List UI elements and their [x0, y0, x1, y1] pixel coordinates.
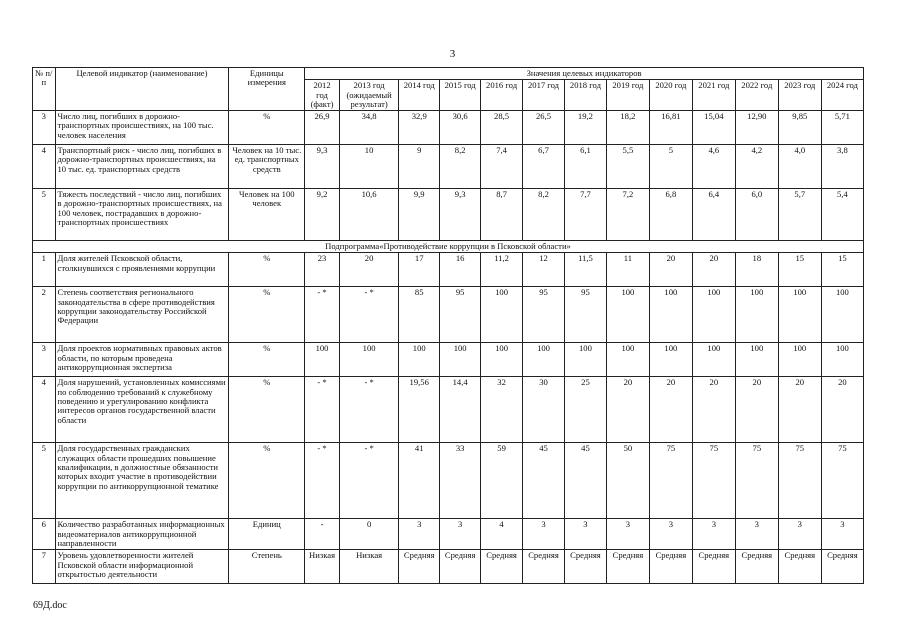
value-cell: 75: [649, 443, 692, 519]
indicators-table: [32, 67, 864, 584]
indicator-name: Доля жителей Псковской области, столкнувшихся с проявлениями коррупции: [55, 253, 229, 287]
value-cell: - *: [339, 287, 398, 343]
value-cell: 4,0: [778, 145, 821, 189]
indicator-name: Количество разработанных информационных видеоматериалов антикоррупционной направленности: [55, 519, 229, 550]
value-cell: Средняя: [606, 550, 649, 584]
header-year: 2016 год: [481, 80, 523, 111]
header-year: 2013 год (ожидаемый результат): [339, 80, 398, 111]
value-cell: 30: [523, 377, 565, 443]
indicator-name: Транспортный риск - число лиц, погибших в дорожно-транспортных происшествиях, на 10 тыс. ед. транспортных средств: [55, 145, 229, 189]
value-cell: 26,9: [305, 111, 340, 145]
header-unit: Единицы измерения: [229, 68, 305, 111]
value-cell: 11,5: [564, 253, 606, 287]
value-cell: 5,71: [821, 111, 863, 145]
value-cell: 100: [339, 343, 398, 377]
value-cell: 11,2: [481, 253, 523, 287]
value-cell: 16,81: [649, 111, 692, 145]
value-cell: 32,9: [399, 111, 440, 145]
value-cell: 28,5: [481, 111, 523, 145]
value-cell: 95: [523, 287, 565, 343]
value-cell: 100: [649, 287, 692, 343]
value-cell: 45: [523, 443, 565, 519]
value-cell: 20: [692, 253, 735, 287]
value-cell: Средняя: [692, 550, 735, 584]
page-number: 3: [449, 48, 456, 60]
value-cell: - *: [305, 377, 340, 443]
value-cell: 100: [649, 343, 692, 377]
value-cell: 100: [692, 287, 735, 343]
subprogram-title: Подпрограмма«Противодействие коррупции в Псковской области»: [33, 241, 864, 253]
indicator-name: Доля проектов нормативных правовых актов области, по которым проведена антикоррупционная экспертиза: [55, 343, 229, 377]
value-cell: 25: [564, 377, 606, 443]
unit-cell: %: [229, 253, 305, 287]
value-cell: 7,4: [481, 145, 523, 189]
value-cell: 100: [481, 287, 523, 343]
value-cell: Средняя: [564, 550, 606, 584]
value-cell: Средняя: [778, 550, 821, 584]
value-cell: 8,7: [481, 189, 523, 241]
value-cell: Средняя: [735, 550, 778, 584]
value-cell: 100: [305, 343, 340, 377]
value-cell: 100: [778, 343, 821, 377]
row-number: 4: [33, 145, 56, 189]
value-cell: 5,5: [606, 145, 649, 189]
value-cell: 19,2: [564, 111, 606, 145]
value-cell: 20: [692, 377, 735, 443]
value-cell: 100: [606, 343, 649, 377]
table-body: [33, 111, 864, 584]
value-cell: 100: [821, 287, 863, 343]
value-cell: 10,6: [339, 189, 398, 241]
value-cell: -: [305, 519, 340, 550]
value-cell: 3: [564, 519, 606, 550]
value-cell: 100: [399, 343, 440, 377]
table-row: [33, 287, 864, 343]
value-cell: 59: [481, 443, 523, 519]
value-cell: 41: [399, 443, 440, 519]
indicator-name: Доля нарушений, установленных комиссиями по соблюдению требований к служебному поведению и урегулированию конфликта интересов органов государственной власти области: [55, 377, 229, 443]
indicator-name: Уровень удовлетворенности жителей Псковской области информационной открытостью деятельности: [55, 550, 229, 584]
value-cell: 20: [778, 377, 821, 443]
value-cell: 6,7: [523, 145, 565, 189]
header-values: Значения целевых индикаторов: [305, 68, 864, 80]
unit-cell: %: [229, 343, 305, 377]
value-cell: 15: [821, 253, 863, 287]
value-cell: 85: [399, 287, 440, 343]
value-cell: Низкая: [305, 550, 340, 584]
value-cell: 5: [649, 145, 692, 189]
unit-cell: Степень: [229, 550, 305, 584]
header-year: 2017 год: [523, 80, 565, 111]
row-number: 4: [33, 377, 56, 443]
value-cell: - *: [305, 443, 340, 519]
row-number: 5: [33, 189, 56, 241]
value-cell: 20: [339, 253, 398, 287]
row-number: 3: [33, 111, 56, 145]
value-cell: - *: [339, 443, 398, 519]
value-cell: 33: [440, 443, 481, 519]
indicator-name: Число лиц, погибших в дорожно-транспортных происшествиях, на 100 тыс. человек населения: [55, 111, 229, 145]
value-cell: 3: [778, 519, 821, 550]
value-cell: 100: [735, 343, 778, 377]
table-row: [33, 377, 864, 443]
value-cell: 100: [481, 343, 523, 377]
header-row-1: [33, 68, 864, 80]
value-cell: 75: [821, 443, 863, 519]
value-cell: 20: [606, 377, 649, 443]
unit-cell: Человек на 10 тыс. ед. транспортных средств: [229, 145, 305, 189]
value-cell: 6,4: [692, 189, 735, 241]
value-cell: 3: [606, 519, 649, 550]
indicator-name: Тяжесть последствий - число лиц, погибших в дорожно-транспортных происшествиях, на 100 человек, пострадавших в дорожно-транспортных происшествиях: [55, 189, 229, 241]
value-cell: 8,2: [523, 189, 565, 241]
value-cell: 7,2: [606, 189, 649, 241]
row-number: 5: [33, 443, 56, 519]
header-year: 2020 год: [649, 80, 692, 111]
value-cell: Низкая: [339, 550, 398, 584]
header-year: 2019 год: [606, 80, 649, 111]
value-cell: 100: [692, 343, 735, 377]
value-cell: 100: [564, 343, 606, 377]
value-cell: 3: [821, 519, 863, 550]
value-cell: 9: [399, 145, 440, 189]
table-row: [33, 111, 864, 145]
value-cell: 100: [523, 343, 565, 377]
value-cell: Средняя: [440, 550, 481, 584]
value-cell: Средняя: [399, 550, 440, 584]
value-cell: 3: [692, 519, 735, 550]
value-cell: 9,9: [399, 189, 440, 241]
subprogram-row: [33, 241, 864, 253]
value-cell: 3: [440, 519, 481, 550]
row-number: 6: [33, 519, 56, 550]
table-row: [33, 253, 864, 287]
value-cell: 5,4: [821, 189, 863, 241]
value-cell: - *: [339, 377, 398, 443]
value-cell: 20: [649, 377, 692, 443]
value-cell: Средняя: [523, 550, 565, 584]
unit-cell: %: [229, 443, 305, 519]
value-cell: 32: [481, 377, 523, 443]
value-cell: 5,7: [778, 189, 821, 241]
header-year: 2015 год: [440, 80, 481, 111]
value-cell: 3: [523, 519, 565, 550]
value-cell: 75: [778, 443, 821, 519]
value-cell: 95: [564, 287, 606, 343]
value-cell: 26,5: [523, 111, 565, 145]
value-cell: 3,8: [821, 145, 863, 189]
value-cell: Средняя: [821, 550, 863, 584]
table-row: [33, 443, 864, 519]
row-number: 2: [33, 287, 56, 343]
header-year: 2012 год (факт): [305, 80, 340, 111]
header-year: 2024 год: [821, 80, 863, 111]
value-cell: 100: [440, 343, 481, 377]
unit-cell: %: [229, 111, 305, 145]
value-cell: 30,6: [440, 111, 481, 145]
table-row: [33, 189, 864, 241]
file-name-footer: 69Д.doc: [33, 600, 67, 611]
value-cell: 50: [606, 443, 649, 519]
value-cell: 9,85: [778, 111, 821, 145]
table-row: [33, 519, 864, 550]
value-cell: 0: [339, 519, 398, 550]
value-cell: 100: [778, 287, 821, 343]
value-cell: 15,04: [692, 111, 735, 145]
value-cell: 19,56: [399, 377, 440, 443]
value-cell: 12: [523, 253, 565, 287]
header-year: 2018 год: [564, 80, 606, 111]
value-cell: 100: [606, 287, 649, 343]
value-cell: 34,8: [339, 111, 398, 145]
value-cell: Средняя: [649, 550, 692, 584]
table-row: [33, 145, 864, 189]
value-cell: 16: [440, 253, 481, 287]
header-year: 2014 год: [399, 80, 440, 111]
value-cell: 17: [399, 253, 440, 287]
value-cell: 6,0: [735, 189, 778, 241]
unit-cell: Человек на 100 человек: [229, 189, 305, 241]
value-cell: 20: [649, 253, 692, 287]
header-indicator: Целевой индикатор (наименование): [55, 68, 229, 111]
value-cell: 6,1: [564, 145, 606, 189]
value-cell: 4: [481, 519, 523, 550]
value-cell: 45: [564, 443, 606, 519]
value-cell: 20: [735, 377, 778, 443]
value-cell: 8,2: [440, 145, 481, 189]
table-row: [33, 550, 864, 584]
indicator-name: Степень соответствия регионального законодательства в сфере противодействия коррупции законодательству Российской Федерации: [55, 287, 229, 343]
value-cell: 75: [735, 443, 778, 519]
value-cell: 20: [821, 377, 863, 443]
value-cell: 3: [735, 519, 778, 550]
value-cell: 4,6: [692, 145, 735, 189]
value-cell: 12,90: [735, 111, 778, 145]
value-cell: 7,7: [564, 189, 606, 241]
value-cell: 9,3: [305, 145, 340, 189]
value-cell: 9,3: [440, 189, 481, 241]
header-year: 2023 год: [778, 80, 821, 111]
value-cell: 18,2: [606, 111, 649, 145]
row-number: 1: [33, 253, 56, 287]
value-cell: 4,2: [735, 145, 778, 189]
header-no: № п/п: [33, 68, 56, 111]
table-row: [33, 343, 864, 377]
value-cell: 15: [778, 253, 821, 287]
header-year: 2022 год: [735, 80, 778, 111]
header-year: 2021 год: [692, 80, 735, 111]
value-cell: 14,4: [440, 377, 481, 443]
unit-cell: %: [229, 287, 305, 343]
value-cell: 10: [339, 145, 398, 189]
value-cell: 3: [649, 519, 692, 550]
unit-cell: Единиц: [229, 519, 305, 550]
value-cell: 75: [692, 443, 735, 519]
value-cell: 6,8: [649, 189, 692, 241]
indicator-name: Доля государственных гражданских служащих области прошедших повышение квалификации, в должностные обязанности которых входит участие в противодействии коррупции по антикоррупционной тематике: [55, 443, 229, 519]
value-cell: Средняя: [481, 550, 523, 584]
value-cell: 11: [606, 253, 649, 287]
value-cell: 23: [305, 253, 340, 287]
value-cell: 9,2: [305, 189, 340, 241]
unit-cell: %: [229, 377, 305, 443]
value-cell: 100: [735, 287, 778, 343]
value-cell: - *: [305, 287, 340, 343]
value-cell: 95: [440, 287, 481, 343]
row-number: 3: [33, 343, 56, 377]
value-cell: 100: [821, 343, 863, 377]
value-cell: 18: [735, 253, 778, 287]
row-number: 7: [33, 550, 56, 584]
value-cell: 3: [399, 519, 440, 550]
